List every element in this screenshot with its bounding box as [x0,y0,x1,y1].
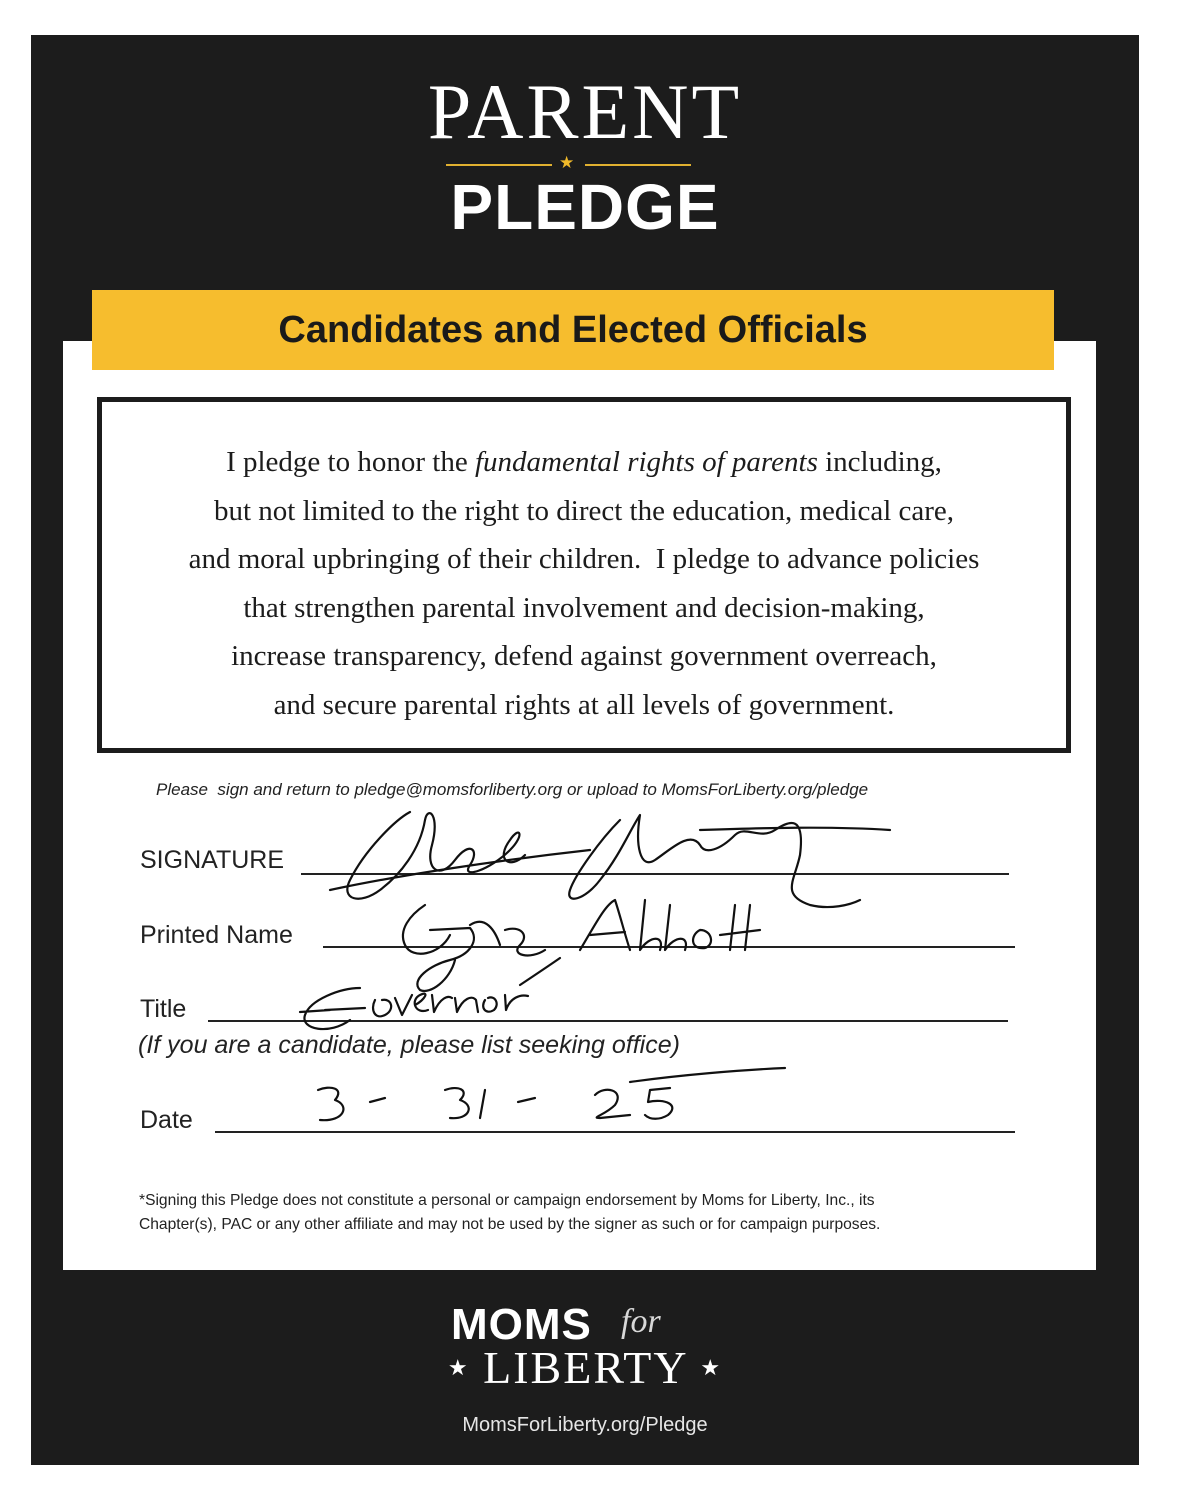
pledge-line-5: increase transparency, defend against government overreach, [231,640,937,672]
header-title-pledge: PLEDGE [450,171,720,243]
pledge-line-2: but not limited to the right to direct the education, medical care, [213,494,955,527]
logo-moms: MOMS [451,1300,592,1349]
return-instructions: Please sign and return to pledge@momsforliberty.org or upload to MomsForLiberty.org/pledge [156,780,869,799]
header-title-parent: PARENT [427,68,743,155]
title-label: Title [140,995,187,1023]
date-label: Date [140,1106,193,1134]
pledge-line-6: and secure parental rights at all levels of government. [273,688,895,721]
pledge-line-1-post: including, [817,446,942,478]
star-icon: ★ [700,1355,723,1381]
star-icon: ★ [559,153,575,172]
pledge-emphasis: fundamental rights of parents [474,446,818,478]
pledge-line-4: that strengthen parental involvement and decision-making, [243,591,925,624]
printed-name-label: Printed Name [140,921,293,949]
pledge-line-1-pre: I pledge to honor the [226,446,475,478]
audience-banner-text: Candidates and Elected Officials [278,308,868,351]
signature-label: SIGNATURE [140,846,284,874]
logo-for: for [621,1303,661,1340]
pledge-line-3: and moral upbringing of their children. I pledge to advance policies [188,543,980,575]
logo-liberty-text: LIBERTY [483,1342,687,1393]
disclaimer-line-1: *Signing this Pledge does not constitute a personal or campaign endorsement by Moms for Liberty, Inc., its [139,1192,875,1209]
title-note: (If you are a candidate, please list seeking office) [138,1031,680,1059]
logo-url: MomsForLiberty.org/Pledge [462,1414,708,1436]
disclaimer-line-2: Chapter(s), PAC or any other affiliate and may not be used by the signer as such or for campaign purposes. [139,1216,881,1233]
star-icon: ★ [447,1355,470,1381]
